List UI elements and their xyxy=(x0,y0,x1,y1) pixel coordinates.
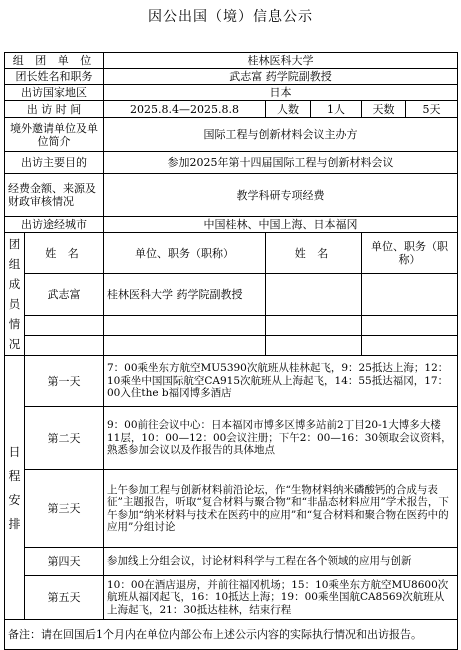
schedule-text-1: 7：00乘坐东方航空MU5390次航班从桂林起飞，9：25抵达上海；12：10乘坐中国国际航空CA915次航班从上海起飞，14：55抵达福冈，17：00入住the b福冈博多酒店 xyxy=(104,356,458,407)
days-value: 5天 xyxy=(406,101,458,118)
schedule-day-4: 第四天 xyxy=(25,548,104,576)
schedule-day-3: 第三天 xyxy=(25,470,104,548)
schedule-label: 日程安排 xyxy=(5,356,25,620)
people-value: 1人 xyxy=(311,101,362,118)
time-label: 出 访 时 间 xyxy=(5,101,104,118)
region-value: 日本 xyxy=(104,85,458,101)
member-empty xyxy=(266,336,362,356)
inviter-label: 境外邀请单位及单位简介 xyxy=(5,118,104,152)
member-empty xyxy=(25,316,104,336)
member-empty-name xyxy=(266,274,362,316)
member-header-unit-2: 单位、职务（职称） xyxy=(362,233,458,274)
leader-value: 武志富 药学院副教授 xyxy=(104,69,458,85)
funding-label: 经费金额、来源及财政审核情况 xyxy=(5,174,104,217)
member-empty xyxy=(25,336,104,356)
member-empty-unit xyxy=(362,274,458,316)
schedule-text-2: 9：00前往会议中心：日本福冈市博多区博多站前2丁目20-1大博多大楼11层，10：00—12：00会议注册；下午2：00—16：30领取会议资料，熟悉参加会议以及作报告的具体地点 xyxy=(104,407,458,470)
member-header-name-1: 姓 名 xyxy=(25,233,104,274)
info-table xyxy=(4,52,458,650)
member-name: 武志富 xyxy=(25,274,104,316)
member-empty xyxy=(362,316,458,336)
inviter-value: 国际工程与创新材料会议主办方 xyxy=(104,118,458,152)
schedule-text-5: 10：00在酒店退房，并前往福冈机场；15：10乘坐东方航空MU8600次航班从福冈起飞，16：10抵达上海；19：00乘坐国航CA8569次航班从上海起飞，21：30抵达桂林，结束行程 xyxy=(104,576,458,620)
leader-label: 团长姓名和职务 xyxy=(5,69,104,85)
schedule-text-3: 上午参加工程与创新材料前沿论坛，作“生物材料纳米磷酸钙的合成与表征”主题报告，听取“复合材料与聚合物”和“非晶态材料应用”学术报告，下午参加“纳米材料与技术在医药中的应用”和“复合材料和聚合物在医药中的应用”分组讨论 xyxy=(104,470,458,548)
member-empty xyxy=(362,336,458,356)
page-title: 因公出国（境）信息公示 xyxy=(148,9,313,25)
member-header-unit-1: 单位、职务（职称） xyxy=(104,233,266,274)
route-label: 出访途经城市 xyxy=(5,217,104,233)
member-empty xyxy=(266,316,362,336)
group-unit-label: 组 团 单 位 xyxy=(5,53,104,69)
member-unit: 桂林医科大学 药学院副教授 xyxy=(104,274,266,316)
members-label: 团组成员情况 xyxy=(5,233,25,356)
schedule-day-5: 第五天 xyxy=(25,576,104,620)
purpose-label: 出访主要目的 xyxy=(5,152,104,174)
region-label: 出访国家地区 xyxy=(5,85,104,101)
route-value: 中国桂林、中国上海、日本福冈 xyxy=(104,217,458,233)
member-empty xyxy=(104,316,266,336)
member-empty xyxy=(104,336,266,356)
member-header-name-2: 姓 名 xyxy=(266,233,362,274)
schedule-day-2: 第二天 xyxy=(25,407,104,470)
time-value: 2025.8.4—2025.8.8 xyxy=(104,101,266,118)
schedule-text-4: 参加线上分组会议，讨论材料科学与工程在各个领域的应用与创新 xyxy=(104,548,458,576)
people-label: 人数 xyxy=(266,101,311,118)
footnote: 备注：请在回国后1个月内在单位内部公布上述公示内容的实际执行情况和出访报告。 xyxy=(5,620,458,650)
days-label: 天数 xyxy=(362,101,406,118)
schedule-day-1: 第一天 xyxy=(25,356,104,407)
group-unit-value: 桂林医科大学 xyxy=(104,53,458,69)
purpose-value: 参加2025年第十四届国际工程与创新材料会议 xyxy=(104,152,458,174)
funding-value: 教学科研专项经费 xyxy=(104,174,458,217)
